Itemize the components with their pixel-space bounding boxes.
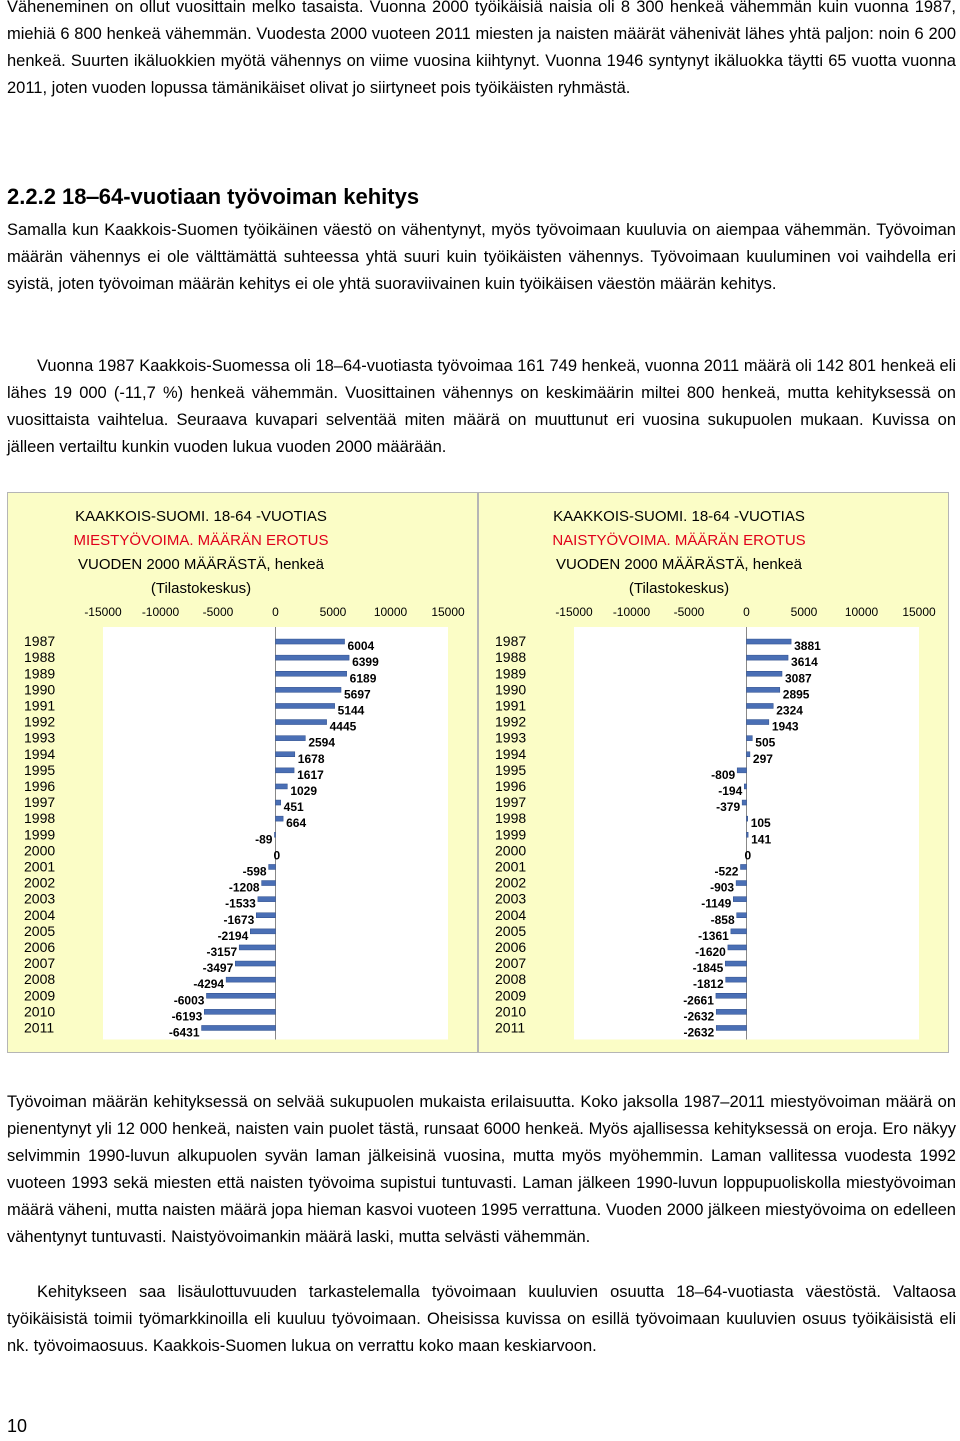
data-label: -522 <box>714 864 739 879</box>
bar <box>204 1009 275 1014</box>
chart-title-line-4: (Tilastokeskus) <box>628 580 730 597</box>
x-tick-label: 0 <box>272 605 279 619</box>
year-label: 1988 <box>24 649 56 666</box>
year-label: 1999 <box>24 826 56 843</box>
year-label: 2011 <box>495 1019 526 1036</box>
bar <box>747 832 749 837</box>
bar <box>737 913 747 918</box>
intro-paragraph: Väheneminen on ollut vuosittain melko tasaista. Vuonna 2000 työikäisiä naisia oli 8 300 henkeä vähemmän kuin vuonna 1987, miehiä 6 800 henkeä vähemmän. Vuodesta 2000 vuoteen 2011 miesten ja naisten määrät vähenivät lähes yhtä paljon: noin 6 200 henkeä. Suurten ikäluokkien myötä vähennys on viime vuosina kiihtynyt. Vuonna 1946 syntynyt ikäluokka täytti 65 vuotta vuonna 2011, joten vuoden lopussa tämänikäiset olivat jo siirtyneet pois työikäisten ryhmästä. <box>7 0 956 97</box>
bar <box>276 736 306 741</box>
women-chart-plot <box>479 493 950 1054</box>
data-label: -3157 <box>206 944 238 959</box>
year-label: 1997 <box>24 794 56 811</box>
data-label: 5144 <box>337 703 365 718</box>
data-label: -809 <box>711 767 736 782</box>
section-heading: 2.2.2 18‒64-vuotiaan työvoiman kehitys <box>7 184 420 209</box>
women-workforce-chart <box>478 492 949 1053</box>
data-label: 2324 <box>776 703 803 718</box>
x-tick-label: 0 <box>743 605 750 619</box>
data-label: 505 <box>755 735 776 750</box>
year-label: 1990 <box>24 681 56 698</box>
body-paragraph-2: Vuonna 1987 Kaakkois-Suomessa oli 18‒64-vuotiasta työvoimaa 161 749 henkeä, vuonna 2011 määrä oli 142 801 henkeä eli lähes 19 000 (-11,7 %) henkeä vähemmän. Vuosittainen vähennys on keskimäärin miltei 800 henkeä, mutta kehityksessä on vuosittaista vaihtelua. Seuraava kuvapari selventää miten määrä on muuttunut eri vuosina sukupuolen mukaan. Kuvissa on jälleen vertailtu kunkin vuoden lukua vuoden 2000 määrään. <box>7 357 956 456</box>
body-paragraph-4: Kehitykseen saa lisäulottuvuuden tarkastelemalla työvoimaan kuuluvien osuutta 18‒64-vuotiasta väestöstä. Valtaosa työikäisistä toimii työmarkkinoilla eli kuuluu työvoimaan. Oheisissa kuvissa on esillä työvoimaan kuuluvien osuus työikäisistä eli nk. työvoimaosuus. Kaakkois-Suomen lukua on verrattu koko maan keskiarvoon. <box>7 1283 956 1355</box>
data-label: -1812 <box>692 977 724 992</box>
data-label: 0 <box>273 848 281 863</box>
year-label: 1994 <box>24 745 56 762</box>
bar <box>276 639 345 644</box>
year-label: 2003 <box>495 890 527 907</box>
year-label: 2009 <box>495 987 527 1004</box>
body-paragraph-3: Työvoiman määrän kehityksessä on selvää sukupuolen mukaista erilaisuutta. Koko jaksolla 1987‒2011 miestyövoiman määrä on pienentynyt yli 12 000 henkeä, naisten vain puolet tästä, runsaat 6000 henkeä. Myös ajallisessa kehityksessä on eroja. Ero näkyy selvimmin 1990-luvun alkupuolen syvän laman jälkeisinä vuosina, mutta myös myöhemmin. Laman vallitessa vuodesta 1992 vuoteen 1993 sekä miesten että naisten työvoima supistui tuntuvasti. Laman jälkeen 1990-luvun loppupuoliskolla miestyövoiman määrä väheni, mutta naisten määrä jopa hieman kasvoi vuoteen 1995 verrattuna. Vuoden 2000 jälkeen miestyövoima on edelleen vähentynyt tuntuvasti. Naistyövoimankin määrä laski, mutta selvästi vähemmän. <box>7 1093 956 1246</box>
bar <box>206 993 275 998</box>
page-number: 10 <box>7 1416 28 1436</box>
year-label: 1987 <box>24 633 56 650</box>
year-label: 2004 <box>24 906 56 923</box>
bar <box>726 977 747 982</box>
year-label: 2008 <box>24 971 56 988</box>
x-tick-label: 10000 <box>373 605 408 619</box>
year-label: 1991 <box>24 697 56 714</box>
x-tick-label: 5000 <box>319 605 347 619</box>
data-label: 6399 <box>352 655 379 670</box>
year-label: 1998 <box>24 810 56 827</box>
year-label: 2001 <box>24 858 56 875</box>
year-label: 1995 <box>24 761 56 778</box>
year-label: 2010 <box>24 1003 56 1020</box>
chart-title-line-1: KAAKKOIS-SUOMI. 18-64 -VUOTIAS <box>75 508 327 525</box>
bar <box>276 655 350 660</box>
data-label: 6189 <box>349 671 377 686</box>
year-label: 1994 <box>495 745 527 762</box>
bar <box>747 655 789 660</box>
year-label: 1987 <box>495 633 527 650</box>
data-label: 2895 <box>782 687 810 702</box>
data-label: 1678 <box>297 751 325 766</box>
bar <box>258 897 276 902</box>
x-tick-label: -10000 <box>141 605 180 619</box>
bar <box>747 639 792 644</box>
data-label: 3087 <box>785 671 812 686</box>
data-label: -1845 <box>692 961 724 976</box>
data-label: -2632 <box>683 1025 715 1040</box>
data-label: 664 <box>286 816 307 831</box>
year-label: 1997 <box>495 794 527 811</box>
year-label: 2007 <box>24 955 56 972</box>
year-label: 2003 <box>24 890 56 907</box>
x-tick-label: -15000 <box>84 605 122 619</box>
year-label: 1992 <box>24 713 56 730</box>
data-label: 1943 <box>771 719 799 734</box>
bar <box>276 720 327 725</box>
chart-title-line-3: VUODEN 2000 MÄÄRÄSTÄ, henkeä <box>78 556 324 573</box>
bar <box>239 945 275 950</box>
bar <box>716 1025 746 1030</box>
data-label: -2632 <box>683 1009 715 1024</box>
year-label: 1989 <box>495 665 527 682</box>
data-label: -1208 <box>228 880 260 895</box>
bar <box>262 881 276 886</box>
year-label: 1999 <box>495 826 527 843</box>
bar <box>235 961 275 966</box>
data-label: 105 <box>750 816 771 831</box>
bar <box>728 945 747 950</box>
data-label: 451 <box>283 800 304 815</box>
data-label: -1533 <box>225 896 256 911</box>
bar <box>725 961 746 966</box>
year-label: 1991 <box>495 697 527 714</box>
year-label: 2005 <box>495 922 527 939</box>
year-label: 2008 <box>495 971 527 988</box>
data-label: -6431 <box>168 1025 200 1040</box>
data-label: 1029 <box>290 783 318 798</box>
bar <box>742 800 746 805</box>
data-label: -598 <box>242 864 267 879</box>
year-label: 1993 <box>24 729 56 746</box>
year-label: 2011 <box>24 1019 55 1036</box>
chart-title-line-2: MIESTYÖVOIMA. MÄÄRÄN EROTUS <box>73 532 329 549</box>
year-label: 1990 <box>495 681 527 698</box>
chart-title-line-3: VUODEN 2000 MÄÄRÄSTÄ, henkeä <box>556 556 802 573</box>
data-label: -6193 <box>171 1009 203 1024</box>
bar <box>276 703 335 708</box>
data-label: -3497 <box>202 961 234 976</box>
bar <box>274 832 275 837</box>
data-label: 297 <box>752 751 773 766</box>
bar <box>202 1025 276 1030</box>
bar <box>276 752 295 757</box>
bar <box>256 913 275 918</box>
x-tick-label: -5000 <box>202 605 234 619</box>
year-label: 1993 <box>495 729 527 746</box>
x-tick-label: 15000 <box>902 605 936 619</box>
body-paragraph-1: Samalla kun Kaakkois-Suomen työikäinen väestö on vähentynyt, myös työvoimaan kuuluvia on aiempaa vähemmän. Työvoiman määrän vähennys ei ole välttämättä suhteessa yhtä suuri kuin työikäisten vähennys. Työvoimaan kuuluminen voi vaihdella eri syistä, joten työvoiman määrän kehitys ei ole yhtä suoraviivainen kuin työikäisen väestön määrän kehitys. <box>7 221 956 293</box>
bar <box>740 864 746 869</box>
data-label: -2194 <box>217 928 249 943</box>
data-label: -903 <box>710 880 735 895</box>
bar <box>276 784 288 789</box>
year-label: 1995 <box>495 761 527 778</box>
data-label: 3881 <box>794 639 821 654</box>
data-label: 2594 <box>308 735 336 750</box>
bar <box>276 671 347 676</box>
data-label: -1620 <box>695 944 726 959</box>
data-label: -4294 <box>193 977 225 992</box>
year-label: 2009 <box>24 987 56 1004</box>
year-label: 2002 <box>24 874 56 891</box>
year-label: 2010 <box>495 1003 527 1020</box>
year-label: 2006 <box>495 938 527 955</box>
bar <box>276 768 295 773</box>
data-label: -1361 <box>698 928 729 943</box>
x-tick-label: 10000 <box>844 605 879 619</box>
bar <box>276 816 284 821</box>
bar <box>226 977 275 982</box>
year-label: 1988 <box>495 649 527 666</box>
data-label: -2661 <box>683 993 714 1008</box>
data-label: -89 <box>255 832 273 847</box>
bar <box>716 1009 746 1014</box>
chart-title-line-4: (Tilastokeskus) <box>150 580 252 597</box>
men-chart-plot <box>8 493 479 1054</box>
data-label: -6003 <box>173 993 205 1008</box>
chart-title-line-2: NAISTYÖVOIMA. MÄÄRÄN EROTUS <box>552 532 806 549</box>
data-label: 4445 <box>329 719 357 734</box>
year-label: 2000 <box>24 842 56 859</box>
data-label: 3614 <box>791 655 818 670</box>
bar <box>276 800 281 805</box>
x-tick-label: -5000 <box>673 605 705 619</box>
data-label: 5697 <box>344 687 371 702</box>
bar <box>250 929 275 934</box>
data-label: -1149 <box>701 896 732 911</box>
data-label: 1617 <box>297 767 324 782</box>
data-label: -1673 <box>223 912 255 927</box>
bar <box>747 687 780 692</box>
year-label: 1989 <box>24 665 56 682</box>
bar <box>747 752 750 757</box>
year-label: 1996 <box>495 777 527 794</box>
year-label: 2007 <box>495 955 527 972</box>
year-label: 1996 <box>24 777 56 794</box>
bar <box>733 897 746 902</box>
bar <box>744 784 746 789</box>
bar <box>716 993 747 998</box>
x-tick-label: 15000 <box>431 605 465 619</box>
bar <box>747 736 753 741</box>
data-label: -194 <box>718 783 743 798</box>
bar <box>736 881 746 886</box>
data-label: -379 <box>716 800 741 815</box>
data-label: 0 <box>744 848 752 863</box>
x-tick-label: -15000 <box>555 605 593 619</box>
bar <box>747 703 774 708</box>
bar <box>276 687 342 692</box>
year-label: 2002 <box>495 874 527 891</box>
men-workforce-chart <box>7 492 478 1053</box>
bar <box>747 720 769 725</box>
year-label: 1998 <box>495 810 527 827</box>
bar <box>747 816 748 821</box>
bar <box>269 864 276 869</box>
data-label: -858 <box>710 912 735 927</box>
year-label: 2000 <box>495 842 527 859</box>
x-tick-label: -10000 <box>612 605 651 619</box>
year-label: 2005 <box>24 922 56 939</box>
chart-title-line-1: KAAKKOIS-SUOMI. 18-64 -VUOTIAS <box>553 508 805 525</box>
year-label: 2004 <box>495 906 527 923</box>
data-label: 141 <box>751 832 772 847</box>
x-tick-label: 5000 <box>790 605 818 619</box>
bar <box>747 671 783 676</box>
year-label: 2001 <box>495 858 527 875</box>
bar <box>731 929 747 934</box>
year-label: 2006 <box>24 938 56 955</box>
year-label: 1992 <box>495 713 527 730</box>
bar <box>737 768 746 773</box>
data-label: 6004 <box>347 639 375 654</box>
